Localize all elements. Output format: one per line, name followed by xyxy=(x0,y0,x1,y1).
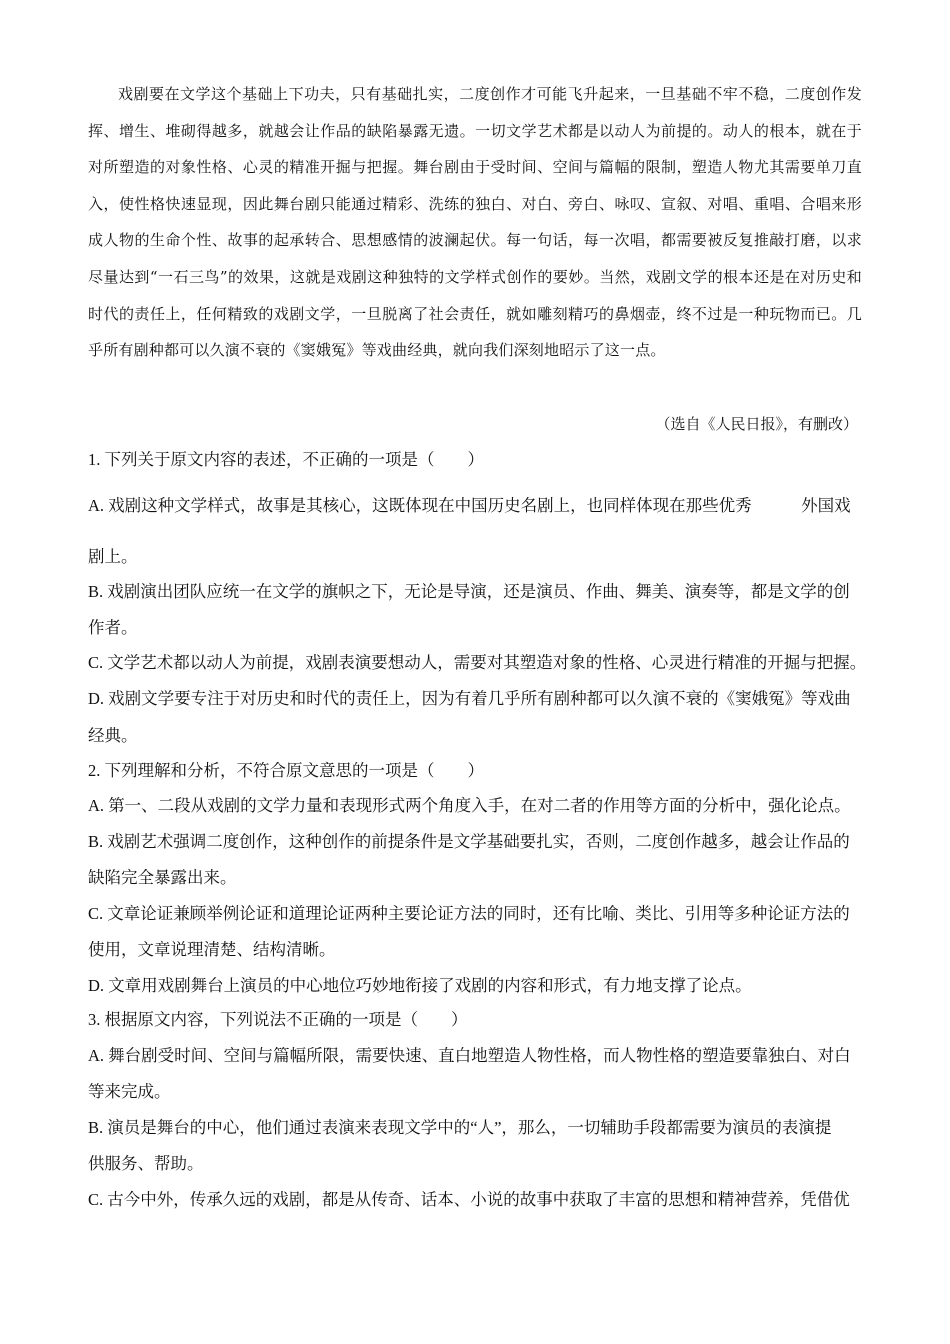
question-2-option-b-cont: 缺陷完全暴露出来。 xyxy=(88,868,237,887)
question-2-option-b: B. 戏剧艺术强调二度创作，这种创作的前提条件是文学基础要扎实，否则，二度创作越多，越会让作品的 xyxy=(88,832,850,851)
question-2-option-c-cont: 使用，文章说理清楚、结构清晰。 xyxy=(88,940,336,959)
question-1-option-d: D. 戏剧文学要专注于对历史和时代的责任上，因为有着几乎所有剧种都可以久演不衰的《窦娥冤》等戏曲 xyxy=(88,689,851,708)
question-3-stem: 3. 根据原文内容，下列说法不正确的一项是（ ） xyxy=(88,1010,468,1029)
question-3-option-a: A. 舞台剧受时间、空间与篇幅所限，需要快速、直白地塑造人物性格，而人物性格的塑造要靠独白、对白 xyxy=(88,1046,851,1065)
question-3-option-b-cont: 供服务、帮助。 xyxy=(88,1154,204,1173)
question-3-option-c: C. 古今中外，传承久远的戏剧，都是从传奇、话本、小说的故事中获取了丰富的思想和精神营养，凭借优 xyxy=(88,1190,850,1209)
question-2-stem: 2. 下列理解和分析，不符合原文意思的一项是（ ） xyxy=(88,761,484,780)
question-2-option-a: A. 第一、二段从戏剧的文学力量和表现形式两个角度入手，在对二者的作用等方面的分析中，强化论点。 xyxy=(88,796,851,815)
question-1-option-a-cont: 剧上。 xyxy=(88,547,138,566)
question-1-option-b: B. 戏剧演出团队应统一在文学的旗帜之下，无论是导演，还是演员、作曲、舞美、演奏等，都是文学的创 xyxy=(88,582,850,601)
question-1-option-d-cont: 经典。 xyxy=(88,726,138,745)
passage-paragraph: 戏剧要在文学这个基础上下功夫，只有基础扎实，二度创作才可能飞升起来，一旦基础不牢不稳，二度创作发挥、增生、堆砌得越多，就越会让作品的缺陷暴露无遗。一切文学艺术都是以动人为前提的。动人的根本，就在于对所塑造的对象性格、心灵的精准开掘与把握。舞台剧由于受时间、空间与篇幅的限制，塑造人物尤其需要单刀直入，使性格快速显现，因此舞台剧只能通过精彩、洗练的独白、对白、旁白、咏叹、宣叙、对唱、重唱、合唱来形成人物的生命个性、故事的起承转合、思想感情的波澜起伏。每一句话，每一次唱，都需要被反复推敲打磨，以求尽量达到“一石三鸟”的效果，这就是戏剧这种独特的文学样式创作的要妙。当然，戏剧文学的根本还是在对历史和时代的责任上，任何精致的戏剧文学，一旦脱离了社会责任，就如雕刻精巧的鼻烟壶，终不过是一种玩物而已。几乎所有剧种都可以久演不衰的《窦娥冤》等戏曲经典，就向我们深刻地昭示了这一点。 xyxy=(88,85,862,360)
question-1-option-b-cont: 作者。 xyxy=(88,618,138,637)
question-1-option-c: C. 文学艺术都以动人为前提，戏剧表演要想动人，需要对其塑造对象的性格、心灵进行精准的开掘与把握。 xyxy=(88,653,867,672)
question-3-option-a-cont: 等来完成。 xyxy=(88,1082,171,1101)
question-3-option-b: B. 演员是舞台的中心，他们通过表演来表现文学中的“人”，那么，一切辅助手段都需要为演员的表演提 xyxy=(88,1118,832,1137)
question-2-option-c: C. 文章论证兼顾举例论证和道理论证两种主要论证方法的同时，还有比喻、类比、引用等多种论证方法的 xyxy=(88,904,850,923)
question-1-option-a: A. 戏剧这种文学样式，故事是其核心，这既体现在中国历史名剧上，也同样体现在那些优秀 外国戏 xyxy=(88,496,851,515)
question-1-stem: 1. 下列关于原文内容的表述，不正确的一项是（ ） xyxy=(88,450,484,469)
reading-passage xyxy=(88,76,862,369)
question-2-option-d: D. 文章用戏剧舞台上演员的中心地位巧妙地衔接了戏剧的内容和形式，有力地支撑了论点。 xyxy=(88,976,752,995)
passage-source: （选自《人民日报》，有删改） xyxy=(655,415,858,433)
